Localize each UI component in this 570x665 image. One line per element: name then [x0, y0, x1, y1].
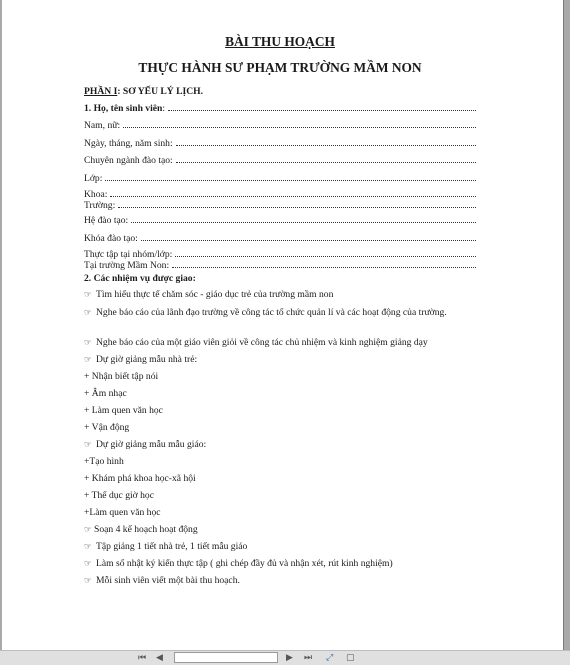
task-text: Dự giờ giảng mẫu mẫu giáo: [96, 438, 207, 450]
pointing-hand-icon: ☞ [84, 353, 92, 364]
task-text: + Thể dục giờ học [84, 489, 154, 501]
task-item [84, 507, 476, 524]
fill-line [172, 259, 476, 268]
first-page-icon[interactable]: ⏮ [138, 653, 147, 663]
fill-line [175, 248, 476, 257]
intern-school-row [84, 259, 476, 270]
task-text: + Âm nhạc [84, 387, 127, 399]
field-faculty-school [84, 188, 476, 210]
task-item [84, 422, 476, 439]
page-number-input[interactable] [174, 652, 278, 663]
field-gender [84, 118, 476, 134]
fit-page-icon[interactable]: ▢ [346, 653, 355, 663]
task-item [84, 388, 476, 405]
task-item [84, 354, 476, 371]
task-text: Soạn 4 kế hoạch hoạt động [94, 523, 198, 535]
fill-line [176, 136, 476, 146]
pointing-hand-icon: ☞ [84, 336, 92, 347]
task-text: Mỗi sinh viên viết một bài thu hoạch. [96, 574, 240, 586]
field-label: Ngày, tháng, năm sinh: [84, 137, 173, 149]
document-subtitle: THỰC HÀNH SƯ PHẠM TRƯỜNG MẦM NON [138, 60, 422, 76]
field-full-name [84, 101, 476, 117]
task-text: Dự giờ giảng mẫu nhà trẻ: [96, 353, 198, 365]
fill-line [105, 171, 476, 181]
field-class [84, 171, 476, 187]
field-course [84, 231, 476, 247]
field-major [84, 153, 476, 169]
field-label: Thực tập tại nhóm/lớp: [84, 249, 173, 261]
pointing-hand-icon: ☞ [84, 540, 92, 551]
field-label: Khóa đào tạo: [84, 232, 138, 244]
field-label: Trường: [84, 200, 116, 212]
field-label: Lớp: [84, 172, 103, 184]
school-row [84, 199, 476, 210]
document-page [2, 0, 564, 650]
field-internship [84, 248, 476, 270]
field-label: Nam, nữ: [84, 120, 121, 132]
last-page-icon[interactable]: ⏭ [304, 653, 313, 663]
fill-line [110, 188, 476, 197]
fill-line [118, 199, 476, 208]
task-item [84, 289, 476, 306]
part-label: PHẦN I [84, 86, 118, 98]
task-item [84, 490, 476, 507]
task-item [84, 439, 476, 456]
task-text: Làm sổ nhật ký kiến thực tập ( ghi chép đầy đủ và nhận xét, rút kinh nghiệm) [96, 557, 393, 569]
field-training-system [84, 213, 476, 229]
pointing-hand-icon: ☞ [84, 306, 92, 317]
task-item [84, 306, 476, 334]
task-text: Tìm hiểu thực tế chăm sóc - giáo dục trẻ của trường mầm non [96, 288, 334, 300]
task-list [84, 289, 476, 592]
field-label: Tại trường Mầm Non: [84, 260, 170, 272]
field-label: Khoa: [84, 189, 108, 201]
fill-line [141, 231, 476, 241]
section-2-heading: 2. Các nhiệm vụ được giao: [84, 273, 196, 285]
faculty-row [84, 188, 476, 199]
task-item [84, 371, 476, 388]
viewer-toolbar [0, 650, 570, 665]
task-text: +Làm quen văn học [84, 506, 161, 518]
fill-line [168, 101, 476, 111]
fill-line [176, 153, 476, 163]
task-text: Nghe báo cáo của một giáo viên giỏi về công tác chủ nhiệm và kinh nghiệm giảng dạy [96, 336, 428, 348]
field-date-of-birth [84, 136, 476, 152]
part-heading [84, 86, 476, 98]
task-text: + Vận động [84, 421, 130, 433]
fill-line [131, 213, 476, 223]
previous-page-icon[interactable]: ◀ [156, 653, 163, 663]
pointing-hand-icon: ☞ [84, 288, 92, 299]
fill-line [123, 118, 476, 128]
next-page-icon[interactable]: ▶ [286, 653, 293, 663]
task-text: Tập giảng 1 tiết nhà trẻ, 1 tiết mẫu giáo [96, 540, 248, 552]
zoom-icon[interactable]: ⤢ [326, 653, 334, 663]
task-text: +Tạo hình [84, 455, 124, 467]
section-1-heading: 1. Họ, tên sinh viên [84, 102, 163, 114]
task-item [84, 575, 476, 592]
pointing-hand-icon: ☞ [84, 438, 92, 449]
pointing-hand-icon: ☞ [84, 557, 92, 568]
pointing-hand-icon: ☞ [84, 574, 92, 585]
field-label: Chuyên ngành đào tạo: [84, 155, 173, 167]
task-item [84, 456, 476, 473]
document-content [84, 34, 476, 592]
task-text: + Làm quen văn học [84, 404, 163, 416]
task-item [84, 473, 476, 490]
task-text: + Nhận biết tập nói [84, 370, 159, 382]
part-title: : SƠ YẾU LÝ LỊCH. [117, 86, 204, 98]
task-item [84, 405, 476, 422]
task-item [84, 337, 476, 354]
intern-group-row [84, 248, 476, 259]
task-item [84, 541, 476, 558]
task-text: Nghe báo cáo của lãnh đạo trường về công tác tổ chức quản lí và các hoạt động của trường. [96, 306, 447, 318]
pointing-hand-icon: ☞ [84, 523, 92, 534]
section-1-colon: : [162, 102, 166, 114]
task-item [84, 558, 476, 575]
field-label: Hệ đào tạo: [84, 215, 129, 227]
task-item [84, 524, 476, 541]
task-text: + Khám phá khoa học-xã hội [84, 472, 196, 484]
document-title: BÀI THU HOẠCH [225, 34, 335, 49]
